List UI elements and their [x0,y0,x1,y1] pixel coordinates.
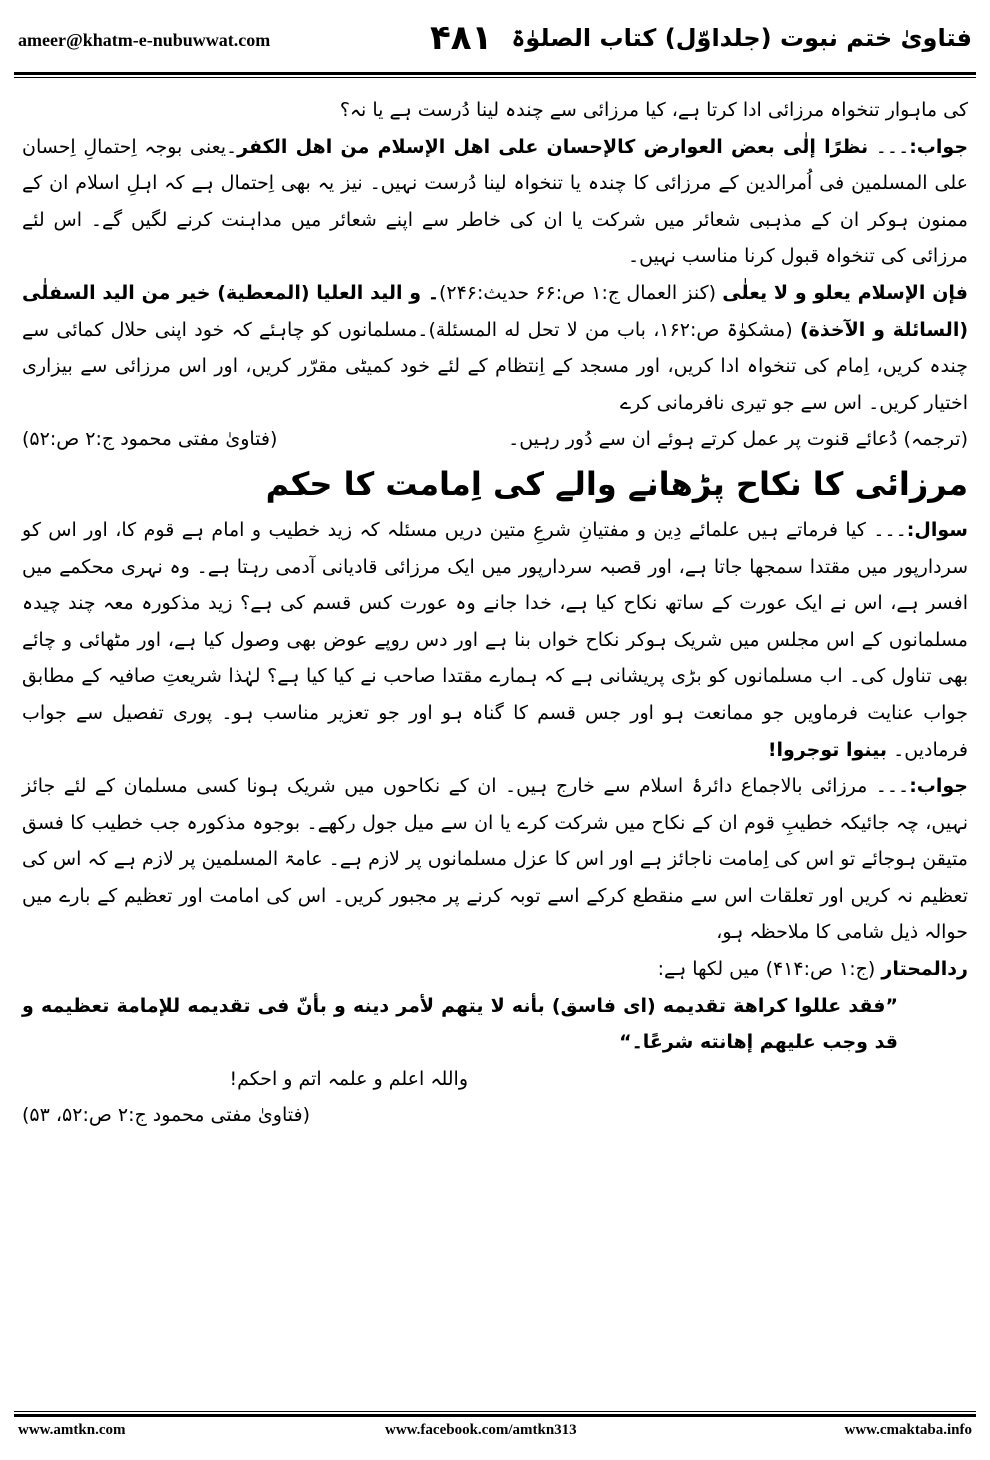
footer-rule [14,1414,976,1417]
hadith-arabic: فإن الإسلام یعلو و لا یعلٰی [722,281,968,304]
translation-row [22,421,968,458]
header-rule-thin [14,77,976,78]
answer2-label: جواب: [909,775,968,798]
page-body [22,92,968,1134]
question-text: کیا فرماتے ہیں علمائے دِین و مفتیانِ شرعِ متین دریں مسئلہ کہ زید خطیب و امام ہے قوم کا، اور اس کو سردارپور میں مقتدا سمجھا جاتا ہے، اور قصبہ سردارپور میں ایک مرزائی قادیانی آدمی رہتا ہے۔ وہ نہری محکمے میں افسر ہے، اس نے ایک عورت کے ساتھ نکاح کیا ہے، خدا جانے وہ عورت کس قسم کی ہے؟ زید مذکورہ معہ چند چیدہ مسلمانوں کے اس مجلس میں شریک ہوکر نکاح خواں بنا ہے اور دس روپے عوض بھی وصول کیا ہے، اور مٹھائی و چائے بھی تناول کی۔ اب مسلمانوں کو بڑی پریشانی ہے کہ ہمارے مقتدا صاحب نے کیا کیا ہے؟ لہٰذا شریعتِ صافیہ کے مطابق جواب عنایت فرماویں جو ممانعت ہو اور جس قسم کا گناہ ہو اور جو تعزیر مناسب ہو۔ پوری تفصیل سے جواب فرمادیں۔ [22,518,968,761]
answer2-text: مرزائی بالاجماع دائرۂ اسلام سے خارج ہیں۔ ان کے نکاحوں میں شریک ہونا کسی مسلمان کے لئے جائز نہیں، چہ جائیکہ خطیبِ قوم ان کے نکاح میں شرکت کرے یا ان سے میل جول رکھے۔ بوجوہ مذکورہ جب خطیب کا فسق متیقن ہوجائے تو اس کی اِمامت ناجائز ہے اور اس کا عزل مسلمانوں پر لازم ہے۔ عامۃ المسلمین پر لازم ہے کہ اس کی تعظیم نہ کریں اور تعلقات اس سے منقطع کرکے اسے توبہ کرنے پر مجبور کریں۔ اس کی امامت اور تعظیم کے بارے میں حوالہ ذیل شامی کا ملاحظہ ہو، [22,775,968,944]
page-header [0,0,990,80]
footer-left-link[interactable]: www.amtkn.com [18,1422,126,1438]
radd-text: (ج:۱ ص:۴۱۴) میں لکھا ہے: [657,958,876,981]
question-label: سوال: [906,518,968,541]
footer-right-link[interactable]: www.cmaktaba.info [844,1422,972,1438]
radd-label: ردالمحتار [881,958,968,981]
section1-reference: (فتاویٰ مفتی محمود ج:۲ ص:۵۲) [22,428,278,451]
footer-center-link[interactable]: www.facebook.com/amtkn313 [385,1422,577,1438]
page-number: ۴۸۱ [430,18,493,58]
hadith-arabic-2: ۔ و الید العلیا (المعطیة) خیر من الید السفلٰی (السائلة و الآخذة) [22,281,969,341]
answer-text: ۔یعنی بوجہ اِحتمالِ اِحسان علی المسلمین فی اُمرالدین کے مرزائی کا چندہ یا تنخواہ لینا دُرست نہیں۔ نیز یہ بھی اِحتمال ہے کہ اہلِ اسلام ان کے ممنون ہوکر ان کے مذہبی شعائر میں شرکت یا ان کی خاطر سے اپنے شعائر میں مداہنت کرنے لگیں گے۔ اس لئے مرزائی کی تنخواہ قبول کرنا مناسب نہیں۔ [22,135,968,268]
header-email[interactable]: ameer@khatm-e-nubuwwat.com [18,30,271,50]
advice-text: ۔مسلمانوں کو چاہئے کہ خود اپنی حلال کمائی سے چندہ کریں، اِمام کی تنخواہ ادا کریں، اور مسجد کے اِنتظام کے لئے خود کمیٹی مقرّر کریں، اور اس مرزائی سے بیزاری اختیار کریں۔ اس سے جو تیری نافرمانی کرے [22,318,968,414]
question-paragraph [22,512,968,768]
answer2-paragraph [22,768,968,951]
question-dashes: ۔۔۔ [873,518,907,541]
header-rule [14,72,976,75]
answer-label: جواب: [909,135,969,158]
hadith-paragraph [22,275,968,421]
translation-line: (ترجمہ) دُعائے قنوت پر عمل کرتے ہوئے ان سے دُور رہیں۔ [508,428,968,451]
section-heading: مرزائی کا نکاح پڑھانے والے کی اِمامت کا حکم [265,464,968,503]
answer-dashes: ۔۔۔ [875,135,910,158]
closing-line: واللہ اعلم و علمہ اتم و احکم! [229,1067,468,1090]
hadith-ref: (کنز العمال ج:۱ ص:۶۶ حدیث:۲۴۶) [438,281,717,304]
question-closing: بینوا توجروا! [767,738,888,761]
section1-answer [22,129,968,275]
mishkat-ref: (مشکوٰۃ ص:۱۶۲، باب من لا تحل له المسئلة) [428,318,793,341]
section2-reference: (فتاویٰ مفتی محمود ج:۲ ص:۵۲، ۵۳) [22,1104,310,1127]
answer2-dashes: ۔۔۔ [875,775,910,798]
book-title: فتاویٰ ختم نبوت (جلداوّل) کتاب الصلوٰۃ [511,24,972,52]
arabic-quote: ”فقد عللوا کراهة تقدیمه (ای فاسق) بأنه لا یتهم لأمر دینه و بأنّ فی تقدیمه للإمامة تعظیمه و قد وجب علیهم إهانته شرعًا۔“ [22,994,898,1054]
radd-line [22,951,968,988]
footer-rule-thin [14,1411,976,1412]
section1-intro: کی ماہوار تنخواہ مرزائی ادا کرتا ہے، کیا مرزائی سے چندہ لینا دُرست ہے یا نہ؟ [339,99,968,121]
answer-arabic: نظرًا إلٰی بعض العوارض کالإحسان علی اھل الإسلام من اھل الکفر [237,135,869,158]
